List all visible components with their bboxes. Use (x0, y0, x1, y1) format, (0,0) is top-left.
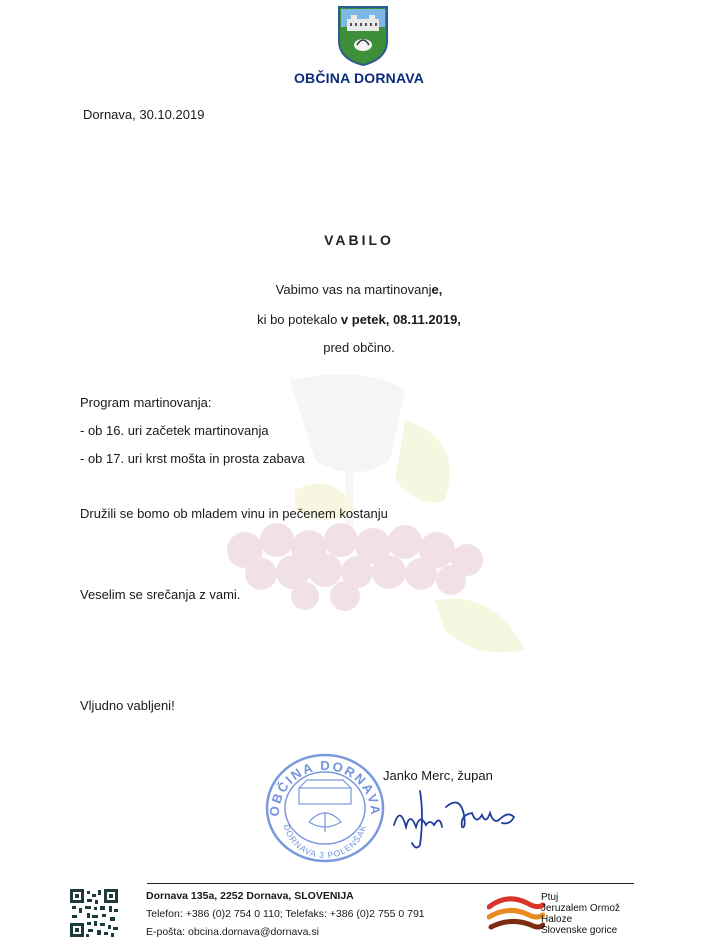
municipality-crest-icon (337, 5, 389, 67)
footer-email: E-pošta: obcina.dornava@dornava.si (146, 926, 319, 938)
program-item: - ob 16. uri začetek martinovanja (80, 423, 269, 438)
region-swirl-logo-icon (487, 893, 545, 935)
stamp-bottom-text: DORNAVA 3 POLENŠAK (281, 823, 369, 861)
letter-title: VABILO (324, 232, 394, 248)
regards-line: Vljudno vabljeni! (80, 698, 175, 713)
program-item: - ob 17. uri krst mošta in prosta zabava (80, 451, 305, 466)
region-name: Haloze (541, 914, 573, 925)
official-stamp (263, 752, 387, 864)
region-name: Jeruzalem Ormož (541, 903, 620, 914)
invitation-line-3: pred občino. (323, 340, 395, 355)
region-name: Ptuj (541, 892, 559, 903)
stamp-top-text: OBČINA DORNAVA (266, 757, 384, 817)
signer-name: Janko Merc, župan (383, 768, 493, 783)
organization-name: OBČINA DORNAVA (293, 70, 425, 86)
program-heading: Program martinovanja: (80, 395, 212, 410)
footer-divider (147, 883, 634, 884)
svg-text:OBČINA DORNAVA (267, 758, 384, 817)
footer-address: Dornava 135a, 2252 Dornava, SLOVENIJA (146, 890, 354, 902)
footer-phone: Telefon: +386 (0)2 754 0 110; Telefaks: +386 (0)2 755 0 791 (146, 908, 425, 920)
invitation-line-1: Vabimo vas na martinovanje, (275, 282, 443, 297)
closing-sentence: Veselim se srečanja z vami. (80, 587, 241, 602)
gathering-sentence: Družili se bomo ob mladem vinu in pečenem kostanju (80, 506, 388, 521)
invitation-line-2: ki bo potekalo v petek, 08.11.2019, (257, 312, 461, 327)
letter-date: Dornava, 30.10.2019 (83, 107, 205, 122)
region-names (541, 892, 620, 936)
region-name: Slovenske gorice (541, 925, 618, 936)
qr-code-icon (70, 889, 118, 937)
handwritten-signature-icon (390, 785, 520, 855)
